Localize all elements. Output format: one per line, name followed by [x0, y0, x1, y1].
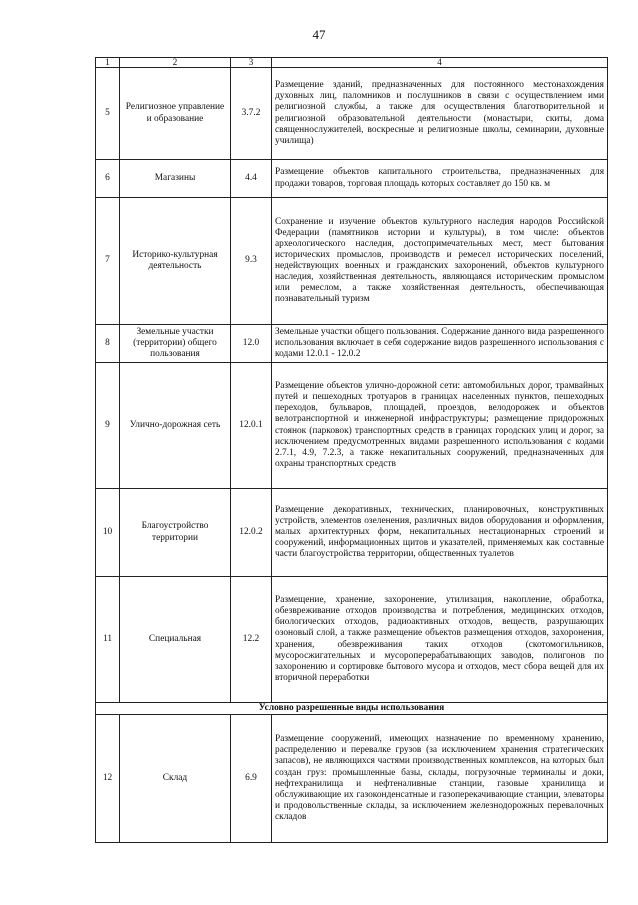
use-type-description: Размещение зданий, предназначенных для постоянного местонахождения духовных лиц, паломников и послушников в связи с осуществлением ими религиозной службы, а также для осуществления благотворительной и религиозной образовательной деятельности (монастыри, скиты, дома священнослужителей, воскресные и религиозные школы, семинарии, духовные училища): [272, 68, 608, 160]
use-type-name: Благоустройство территории: [120, 489, 231, 577]
use-type-description: Размещение, хранение, захоронение, утилизация, накопление, обработка, обезвреживание отходов производства и потребления, медицинских отходов, биологических отходов, радиоактивных отходов, веществ, разрушающих озоновый слой, а также размещение объектов размещения отходов, захоронения, хранения, обезвреживания таких отходов (скотомогильников, мусоросжигательных и мусороперерабатывающих заводов, полигонов по захоронению и сортировке бытового мусора и отходов, мест сбора вещей для их вторичной переработки: [272, 577, 608, 703]
row-number: 12: [96, 715, 120, 843]
table-row: [96, 325, 608, 363]
land-use-table: [95, 57, 608, 843]
row-number: 11: [96, 577, 120, 703]
use-type-name: Склад: [120, 715, 231, 843]
use-type-name: Специальная: [120, 577, 231, 703]
use-type-description: Размещение объектов капитального строительства, предназначенных для продажи товаров, торговая площадь которых составляет до 150 кв. м: [272, 160, 608, 198]
page-number: 47: [312, 27, 326, 42]
column-number-1: 1: [96, 58, 120, 68]
use-type-description: Размещение декоративных, технических, планировочных, конструктивных устройств, элементов озеленения, различных видов оборудования и оформления, малых архитектурных форм, некапитальных нестационарных строений и сооружений, информационных щитов и указателей, применяемых как составные части благоустройства территории, общественных туалетов: [272, 489, 608, 577]
table-row: [96, 577, 608, 703]
table-row: [96, 363, 608, 489]
table-row: [96, 160, 608, 198]
use-type-description: Сохранение и изучение объектов культурного наследия народов Российской Федерации (памятников истории и культуры), в том числе: объектов археологического наследия, достопримечательных мест, мест бытования исторических промыслов, производств и ремесел исторических поселений, недействующих военных и гражданских захоронений, объектов культурного наследия, хозяйственная деятельность, являющаяся историческим промыслом или ремеслом, а также хозяйственная деятельность, обеспечивающая познавательный туризм: [272, 198, 608, 325]
section-title: Условно разрешенные виды использования: [96, 703, 608, 715]
use-type-description: Размещение объектов улично-дорожной сети: автомобильных дорог, трамвайных путей и пешеходных тротуаров в границах населенных пунктов, пешеходных переходов, бульваров, площадей, проездов, велодорожек и объектов велотранспортной и инженерной инфраструктуры; размещение придорожных стоянок (парковок) транспортных средств в границах городских улиц и дорог, за исключением предусмотренных видами разрешенного использования с кодами 2.7.1, 4.9, 7.2.3, а также некапитальных сооружений, предназначенных для охраны транспортных средств: [272, 363, 608, 489]
use-type-code: 12.0.1: [231, 363, 272, 489]
column-number-2: 2: [120, 58, 231, 68]
column-number-4: 4: [272, 58, 608, 68]
use-type-code: 12.2: [231, 577, 272, 703]
row-number: 6: [96, 160, 120, 198]
use-type-code: 12.0.2: [231, 489, 272, 577]
use-type-description: Размещение сооружений, имеющих назначение по временному хранению, распределению и перевалке грузов (за исключением хранения стратегических запасов), не являющихся частями производственных комплексов, на которых был создан груз: промышленные базы, склады, погрузочные терминалы и доки, нефтехранилища и нефтеналивные станции, газовые хранилища и обслуживающие их газоконденсатные и газоперекачивающие станции, элеваторы и продовольственные склады, за исключением железнодорожных перевалочных складов: [272, 715, 608, 843]
use-type-code: 12.0: [231, 325, 272, 363]
use-type-code: 3.7.2: [231, 68, 272, 160]
use-type-name: Историко-культурная деятельность: [120, 198, 231, 325]
use-type-name: Земельные участки (территории) общего пользования: [120, 325, 231, 363]
use-type-code: 9.3: [231, 198, 272, 325]
column-number-3: 3: [231, 58, 272, 68]
section-header-row: [96, 703, 608, 715]
use-type-code: 6.9: [231, 715, 272, 843]
use-type-name: Религиозное управление и образование: [120, 68, 231, 160]
row-number: 9: [96, 363, 120, 489]
row-number: 8: [96, 325, 120, 363]
use-type-code: 4.4: [231, 160, 272, 198]
table-row: [96, 489, 608, 577]
use-type-description: Земельные участки общего пользования. Содержание данного вида разрешенного использования включает в себя содержание видов разрешенного использования с кодами 12.0.1 - 12.0.2: [272, 325, 608, 363]
row-number: 7: [96, 198, 120, 325]
table-row: [96, 68, 608, 160]
use-type-name: Магазины: [120, 160, 231, 198]
column-number-row: [96, 58, 608, 68]
table-row: [96, 715, 608, 843]
row-number: 5: [96, 68, 120, 160]
row-number: 10: [96, 489, 120, 577]
use-type-name: Улично-дорожная сеть: [120, 363, 231, 489]
table-row: [96, 198, 608, 325]
